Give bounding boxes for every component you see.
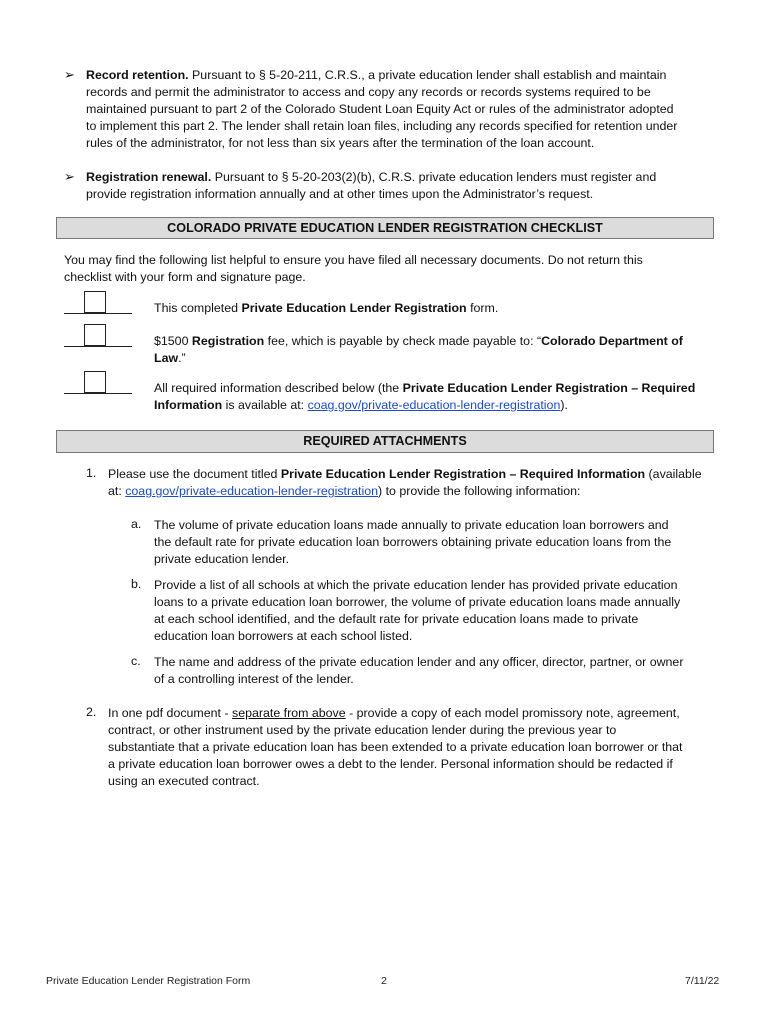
- subitem-label: b.: [131, 577, 142, 591]
- subitem-label: a.: [131, 517, 142, 531]
- bullet-arrow-icon: ➢: [64, 67, 75, 82]
- registration-link[interactable]: coag.gov/private-education-lender-registration: [307, 398, 561, 412]
- attachment-item-2: In one pdf document - separate from above - provide a copy of each model promissory note, agreement, contract, or other instrument used by the private education lender during the previous year to substantiate that a private education loan has been extended to a private education loan borrower or that a private education loan borrower owes a debt to the lender. Personal information should be redacted if using an executed contract.: [108, 706, 683, 788]
- checklist-item-form: This completed Private Education Lender Registration form.: [154, 301, 499, 315]
- checkbox-icon[interactable]: [84, 324, 106, 346]
- checkbox-icon[interactable]: [84, 291, 106, 313]
- checklist-intro: You may find the following list helpful to ensure you have filed all necessary documents. Do not return this checklist with your form and signature page.: [64, 253, 643, 284]
- subitem-b: Provide a list of all schools at which the private education lender has provided private education loans to a private education loan borrower, the volume of private education loans made annually at each school identified, and the default rate for private education loans made to private education loan borrowers at each school listed.: [154, 578, 681, 643]
- checklist-checkbox-form[interactable]: [64, 291, 132, 317]
- attachment-item-1: Please use the document titled Private Education Lender Registration – Required Information (available at: coag.gov/private-education-lender-registration) to provide the following information:: [108, 467, 702, 498]
- record-retention-paragraph: Record retention. Pursuant to § 5-20-211, C.R.S., a private education lender shall establish and maintain records and permit the administrator to access and copy any records or records systems required to be maintained pursuant to part 2 of the Colorado Student Loan Equity Act or rules of the administrator adopted to implement this part 2. The lender shall retain loan files, including any records specified for retention under rules of the administrator, for not less than six years after the termination of the loan account.: [86, 68, 678, 150]
- footer-title: Private Education Lender Registration Form: [46, 975, 251, 987]
- footer-date: 7/11/22: [685, 975, 720, 987]
- subitem-label: c.: [131, 654, 141, 668]
- checklist-item-fee: $1500 Registration fee, which is payable by check made payable to: “Colorado Department of Law.”: [154, 334, 683, 365]
- item-number: 2.: [86, 705, 97, 719]
- registration-link[interactable]: coag.gov/private-education-lender-registration: [125, 484, 378, 498]
- subitem-a: The volume of private education loans made annually to private education loan borrowers and the default rate for private education loan borrowers obtaining private education loans from the private education lender.: [154, 518, 672, 566]
- attachments-header: REQUIRED ATTACHMENTS: [56, 430, 714, 453]
- checklist-item-info: All required information described below (the Private Education Lender Registration – Required Information is available at: coag.gov/private-education-lender-registration).: [154, 381, 696, 412]
- checklist-checkbox-fee[interactable]: [64, 324, 132, 350]
- item-number: 1.: [86, 466, 97, 480]
- checklist-checkbox-info[interactable]: [64, 371, 132, 397]
- bullet-arrow-icon: ➢: [64, 169, 75, 184]
- registration-renewal-paragraph: Registration renewal. Pursuant to § 5-20-203(2)(b), C.R.S. private education lenders must register and provide registration information annually and at other times upon the Administrator’s request.: [86, 170, 657, 201]
- checkbox-icon[interactable]: [84, 371, 106, 393]
- checklist-header: COLORADO PRIVATE EDUCATION LENDER REGISTRATION CHECKLIST: [56, 217, 714, 239]
- page-number: 2: [381, 975, 387, 987]
- subitem-c: The name and address of the private education lender and any officer, director, partner, or owner of a controlling interest of the lender.: [154, 655, 684, 686]
